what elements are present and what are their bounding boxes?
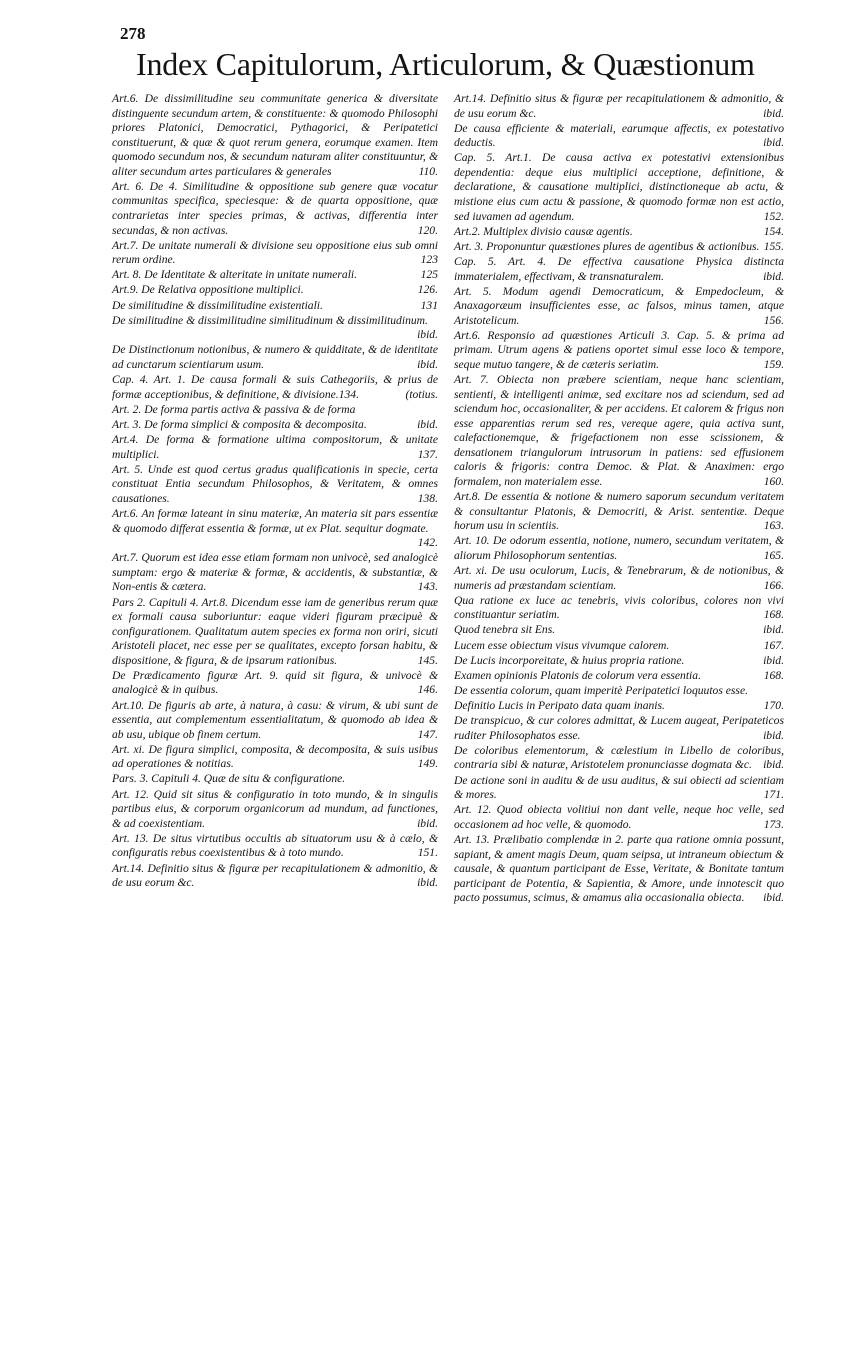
index-entry	[112, 403, 438, 418]
index-entry	[112, 92, 438, 179]
index-entry-page: 168.	[763, 608, 784, 622]
index-entry-text: Art.9. De Relativa oppositione multiplici.	[112, 283, 304, 297]
index-entry-page: ibid.	[763, 623, 784, 637]
index-entry-page: 167.	[763, 638, 784, 652]
index-entry-page: 173.	[763, 817, 784, 831]
index-entry	[112, 596, 438, 669]
index-entry	[112, 772, 438, 787]
index-entry-text: Art. 5. Unde est quod certus gradus qualificationis in specie, certa constituat Entia secundum Philosophos, & Veritatem, & omnes causationes.	[112, 462, 438, 505]
index-entry	[112, 343, 438, 372]
index-entry-text: Art. 2. De forma partis activa & passiva & de forma	[112, 402, 356, 416]
index-entry-page: 131	[420, 298, 438, 312]
index-entry-page: 123	[420, 253, 438, 267]
index-entry	[112, 283, 438, 298]
index-entry-page: 154.	[763, 224, 784, 238]
page-title: Index Capitulorum, Articulorum, & Quæstionum	[136, 46, 755, 82]
index-entry-page: 126.	[417, 283, 438, 297]
index-entry-page: ibid.	[763, 891, 784, 905]
index-entry	[454, 564, 784, 593]
index-entry-text: Art.4. De forma & formatione ultima compositorum, & unitate multiplici.	[112, 433, 438, 461]
index-entry-text: Cap. 4. Art. 1. De causa formali & suis Cathegoriis, & prius de formæ acceptionibus, & definitione, & divisione.134.	[112, 373, 438, 401]
index-entry-text: Art. 10. De odorum essentia, notione, numero, secundum veritatem, & aliorum Philosophorum sententias.	[454, 534, 784, 562]
index-entry-page: 159.	[763, 358, 784, 371]
index-entry-page: 120.	[417, 223, 438, 237]
index-entry-text: Lucem esse obiectum visus vivumque calorem.	[454, 638, 670, 652]
index-entry	[454, 373, 784, 489]
index-entry-text: Art.7. De unitate numerali & divisione seu oppositione eius sub omni rerum ordine.	[112, 238, 438, 267]
index-entry-page: ibid.	[763, 136, 784, 150]
index-entry-page: ibid.	[763, 653, 784, 667]
index-entry-text: De Lucis incorporeitate, & huius propria ratione.	[454, 653, 685, 667]
index-entry-text: Art. 5. Modum agendi Democraticum, & Empedocleum, & Anaxagoræum insufficientes esse, ac falsos, minus tamen, atque Aristotelicum.	[454, 284, 784, 327]
index-entry-text: Art. 12. Quid sit situs & configuratio in toto mundo, & in singulis partibus eius, & corporum organicorum ad mundum, ad functiones, & ad coexistentiam.	[112, 787, 438, 830]
index-entry	[454, 714, 784, 743]
index-entry-text: Art. 8. De Identitate & alteritate in unitate numerali.	[112, 268, 358, 282]
index-entry	[454, 594, 784, 623]
index-entry	[112, 180, 438, 238]
index-entry-text: Art. xi. De figura simplici, composita, & decomposita, & suis usibus ad operationes & notitias.	[112, 742, 438, 771]
index-entry-page: ibid.	[417, 876, 438, 890]
index-entry	[112, 669, 438, 698]
index-entry	[112, 418, 438, 433]
index-entry	[112, 239, 438, 268]
index-entry-text: Examen opinionis Platonis de colorum vera essentia.	[454, 668, 701, 682]
index-entry-text: Art.7. Quorum est idea esse etiam formam non univocè, sed analogicè sumptam: ergo & materiæ & formæ, & accidentis, & substantiæ, & Non-entis & cætera.	[112, 551, 438, 594]
index-entry-page: 147.	[417, 727, 438, 741]
index-entry-page: ibid.	[763, 728, 784, 742]
index-column-right	[454, 92, 784, 906]
index-entry-text: Art. 12. Quod obiecta volitiui non dant velle, neque hoc velle, sed occasionem ad hoc velle, & quomodo.	[454, 803, 784, 831]
index-entry	[454, 803, 784, 832]
index-entry	[112, 551, 438, 595]
index-entry	[454, 699, 784, 714]
index-entry	[112, 373, 438, 402]
index-entry-page: ibid.	[417, 358, 438, 371]
index-entry	[112, 314, 438, 343]
index-entry-page: 149.	[417, 757, 438, 771]
index-entry-page: ibid.	[417, 816, 438, 830]
index-entry	[454, 122, 784, 151]
index-entry-page: 171.	[763, 788, 784, 802]
index-column-left	[112, 92, 438, 891]
index-entry-page: 145.	[417, 653, 438, 667]
index-entry	[112, 699, 438, 743]
index-entry	[454, 534, 784, 563]
index-entry-text: Quod tenebra sit Ens.	[454, 623, 556, 637]
index-entry-page: 151.	[417, 846, 438, 860]
index-entry	[112, 507, 438, 551]
index-entry	[454, 774, 784, 803]
index-entry	[112, 463, 438, 507]
index-entry-page: 170.	[763, 699, 784, 713]
index-entry	[454, 833, 784, 906]
index-entry	[112, 743, 438, 772]
index-entry-page: 137.	[417, 447, 438, 461]
index-entry-page: 163.	[763, 519, 784, 533]
index-entry	[112, 788, 438, 832]
index-entry-text: Art. 3. Proponuntur quæstiones plures de agentibus & actionibus.	[454, 239, 760, 253]
index-entry-page: 143.	[417, 580, 438, 594]
index-entry	[454, 151, 784, 224]
index-entry-text: De coloribus elementorum, & cælestium in Libello de coloribus, contraria sibi & naturæ, Aristotelem pronunciasse dogmata &c.	[454, 743, 784, 772]
index-entry-text: De transpicuo, & cur colores admittat, & Lucem augeat, Peripateticos ruditer Philosophatos esse.	[454, 714, 784, 742]
index-entry-text: Art.2. Multiplex divisio causæ agentis.	[454, 224, 633, 238]
index-entry-page: 146.	[417, 683, 438, 697]
index-entry-text: Definitio Lucis in Peripato data quam inanis.	[454, 699, 665, 713]
index-entry-page: ibid.	[763, 106, 784, 120]
index-entry-page: (totius.	[405, 387, 438, 401]
index-entry	[454, 92, 784, 121]
index-entry-text: De similitudine & dissimilitudine existentiali.	[112, 298, 323, 312]
index-entry-page: 168.	[763, 668, 784, 682]
index-entry-text: De Distinctionum notionibus, & numero & quidditate, & de identitate ad cunctarum scientiarum usum.	[112, 343, 438, 371]
index-entry-page: 142.	[417, 536, 438, 550]
index-entry-text: Cap. 5. Art. 4. De effectiva causatione Physica distincta immaterialem, effectivam, & transnaturalem.	[454, 254, 784, 283]
index-entry	[454, 654, 784, 669]
index-entry	[112, 862, 438, 891]
index-entry-page: 152.	[763, 209, 784, 223]
index-entry-text: Pars 2. Capituli 4. Art.8. Dicendum esse iam de generibus rerum quæ ex formali causa suboriuntur: eaque videri figuram præcipuè & configurationem. Qualitatum autem species ex forma non oriri, sicuti Aristoteli placet, nec esse per se qualitates, excepto forsan habitu, & dispositione, & figura, & de ipsarum rationibus.	[112, 595, 438, 667]
index-entry-text: Pars. 3. Capituli 4. Quæ de situ & configuratione.	[112, 772, 346, 786]
index-entry-page: 166.	[763, 578, 784, 592]
index-entry	[454, 329, 784, 373]
index-entry-text: Art.8. De essentia & notione & numero saporum secundum veritatem & consultantur Platonis, & Democriti, & Arist. sententiæ. Deque horum usu in scientiis.	[454, 490, 784, 533]
index-entry-text: Art.6. An formæ lateant in sinu materiæ, An materia sit pars essentiæ & quomodo differat essentia & formæ, ut ex Plat. sequitur dogmate.	[112, 507, 438, 535]
index-entry	[454, 623, 784, 638]
index-entry-text: Cap. 5. Art.1. De causa activa ex potestativi extensionibus dependentia: deque eius multiplici acceptione, definitione, & declaratione, & causatione multiplici, distinctioneque ab actu, & mistione eius cum actu & passione, & quomodo formæ non est actio, sed iuvamen ad agendum.	[454, 151, 784, 223]
index-entry-page: ibid.	[763, 758, 784, 772]
index-entry-page: 138.	[417, 491, 438, 505]
index-entry	[454, 639, 784, 654]
index-entry	[454, 684, 784, 699]
index-entry	[454, 669, 784, 684]
index-entry-text: Art.6. Responsio ad quæstiones Articuli 3. Cap. 5. & prima ad primam. Utrum agens & patiens oportet simul esse loco & tempore, seque mutuo tangere, & de cæteris seriatim.	[454, 328, 784, 371]
index-entry-page: ibid.	[417, 328, 438, 342]
index-entry-text: De essentia colorum, quam imperitè Peripatetici loquutos esse.	[454, 683, 748, 697]
index-entry-text: De similitudine & dissimilitudine similitudinum & dissimilitudinum.	[112, 313, 428, 327]
index-entry	[454, 490, 784, 534]
index-entry-text: Art.14. Definitio situs & figuræ per recapitulationem & admonitio, & de usu eorum &c.	[454, 92, 784, 120]
index-entry-page: 155.	[763, 239, 784, 253]
index-entry-page: ibid.	[417, 417, 438, 431]
index-entry-page: 110.	[418, 164, 438, 178]
index-entry-text: De actione soni in auditu & de usu auditus, & sui obiecti ad scientiam & mores.	[454, 773, 784, 802]
index-entry-text: De causa efficiente & materiali, earumque affectis, ex potestativo deductis.	[454, 121, 784, 150]
index-entry	[454, 744, 784, 773]
index-entry-text: Art. 7. Obiecta non præbere scientiam, neque hanc scientiam, sentienti, & intelligenti animæ, sed excitare nos ad sciendum, sed ad sciendum hoc, occasionaliter, & per accidens. Et calorem & frigus non esse apparentias rerum sed res, vereque agere, quia activa sunt, calefactionemque, & frigefactionem non esse scissionem, & densationem triangulorum intrusorum in patiens: sed effusionem caloris & frigoris: contra Democ. & Plat. & Anaximen: ergo formalem, non materialem esse.	[454, 373, 784, 488]
index-entry-page: 156.	[763, 313, 784, 327]
index-entry	[454, 240, 784, 255]
index-entry	[454, 225, 784, 240]
index-entry-page: 125	[420, 268, 438, 282]
index-entry	[454, 255, 784, 284]
index-entry-text: Art. 3. De forma simplici & composita & decomposita.	[112, 417, 367, 431]
index-entry-text: Qua ratione ex luce ac tenebris, vivis coloribus, colores non vivi constituantur seriatim.	[454, 593, 784, 622]
index-entry-page: 165.	[763, 548, 784, 562]
page-number: 278	[120, 24, 146, 43]
index-entry-text: Art.14. Definitio situs & figuræ per recapitulationem & admonitio, & de usu eorum &c.	[112, 861, 438, 890]
index-entry-text: Art.6. De dissimilitudine seu communitate generica & diversitate distinguente secundum artem, & constituente: & quomodo Philosophi priores Platonici, Democratici, Pythagorici, & Peripatetici constituerunt, & quæ & quot rerum genera, eorumque examen. Item quomodo secundum nos, & secundum naturam aliter constituuntur, & aliter secundum artes particulares & generales	[112, 92, 438, 178]
index-entry-page: 160.	[763, 474, 784, 488]
index-entry-text: Art. 6. De 4. Similitudine & oppositione sub genere quæ vocatur communitas specifica, speciesque: & de quarta oppositione, quæ contrarietas inter species primas, & activas, differentia inter secundas, & non activas.	[112, 179, 438, 237]
index-entry	[454, 285, 784, 329]
index-entry-text: Art. 13. Prælibatio complendæ in 2. parte qua ratione omnia possunt, sapiant, & ament magis Deum, quam seipsa, ut intraneum obiectum & causale, & quantum participant de Esse, Veritate, & Bonitate tantum participant de Potentia, & Sapientia, & Amore, unde innotescit quo pacto possumus, scimus, & amamus alia occasionalia obiecta.	[454, 833, 784, 905]
index-entry	[112, 268, 438, 283]
index-entry	[112, 433, 438, 462]
index-entry-text: Art. 13. De situs virtutibus occultis ab situatorum usu & à cælo, & configuratis rebus coexistentibus & à toto mundo.	[112, 831, 438, 860]
index-entry-text: Art.10. De figuris ab arte, à natura, à casu: & virum, & ubi sunt de essentia, aut complementum essentialitatum, & quomodo ab idea & ab usu, ubique ob finem certum.	[112, 698, 438, 741]
index-entry	[112, 299, 438, 314]
index-entry-text: Art. xi. De usu oculorum, Lucis, & Tenebrarum, & de notionibus, & numeris ad præstandam scientiam.	[454, 564, 784, 592]
index-entry-text: De Prædicamento figuræ Art. 9. quid sit figura, & univocè & analogicè & in quibus.	[112, 668, 438, 697]
index-entry-page: ibid.	[763, 269, 784, 283]
index-entry	[112, 832, 438, 861]
